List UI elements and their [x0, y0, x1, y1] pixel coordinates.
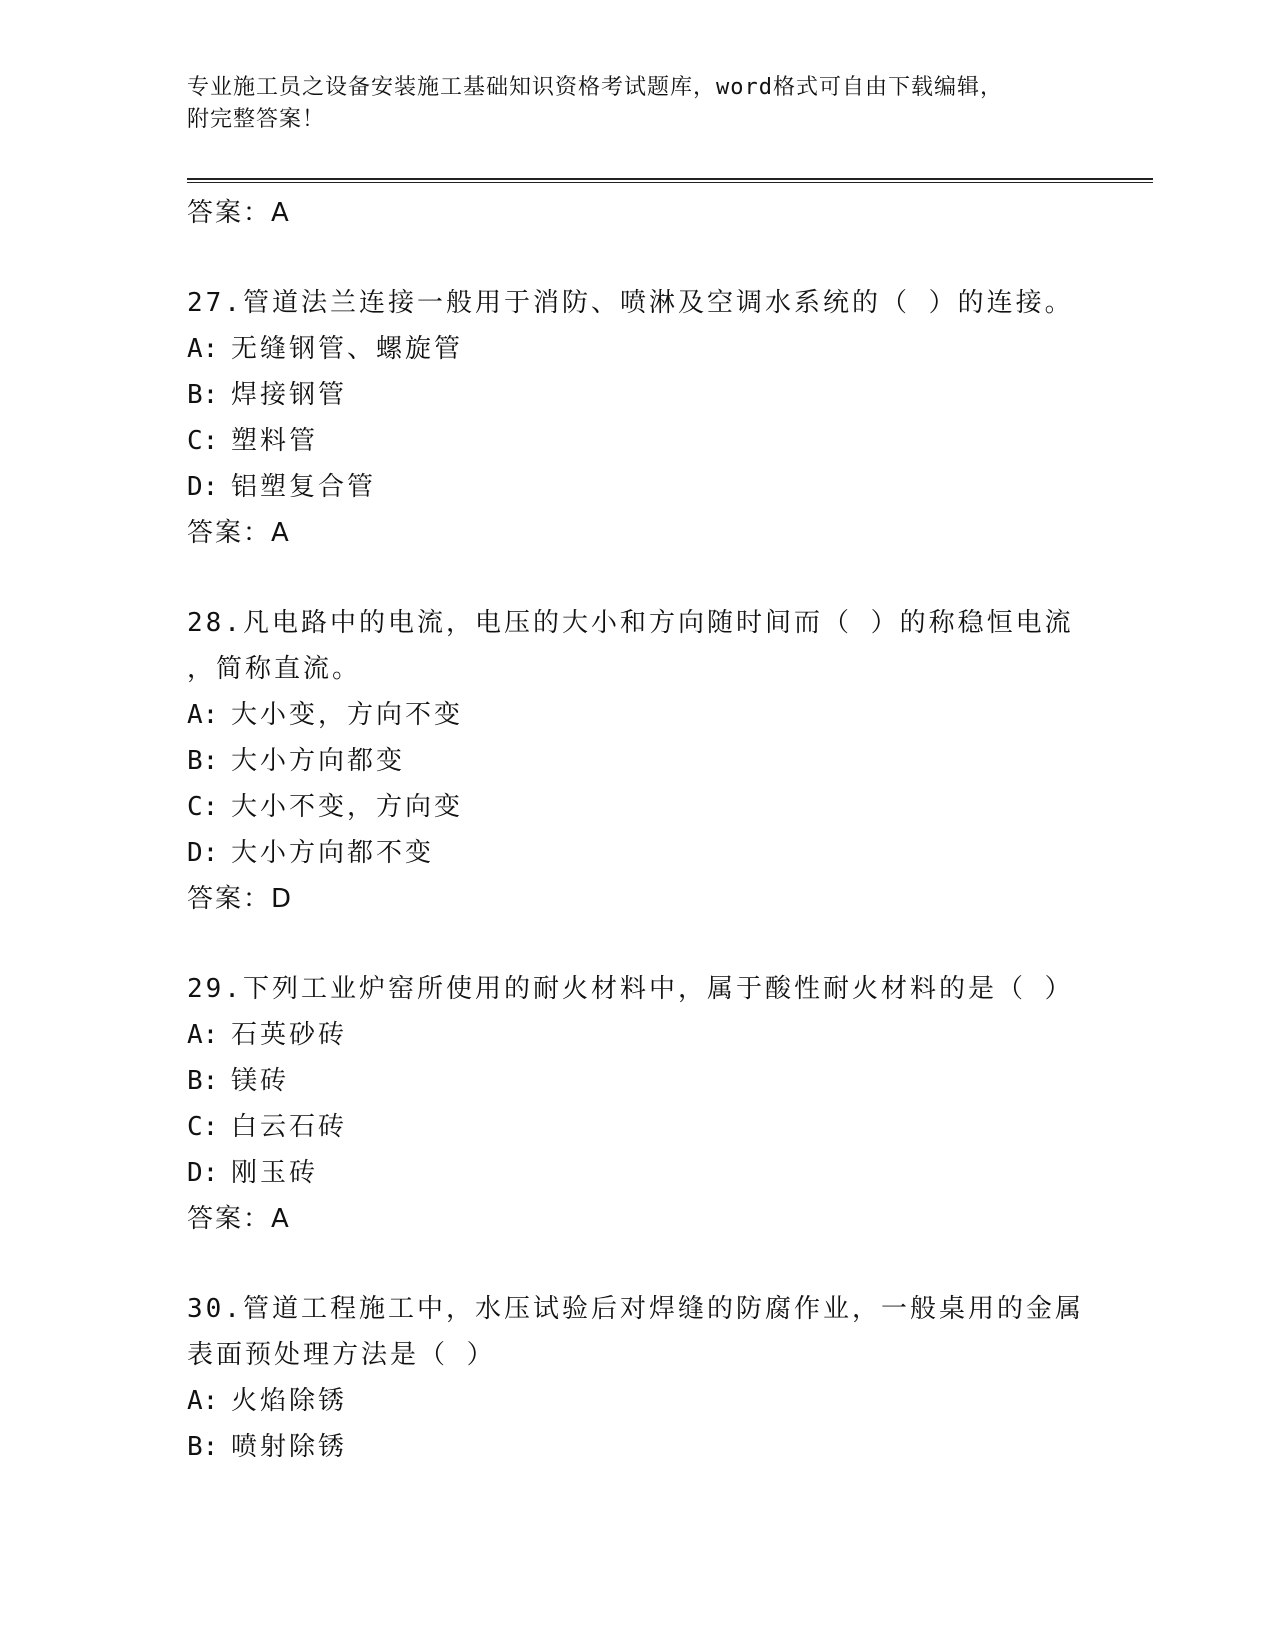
document-header [187, 72, 1153, 136]
answer-value: A [271, 518, 289, 548]
option-text: 镁砖 [231, 1066, 290, 1096]
option-c [187, 1104, 1153, 1150]
answer-label: 答案： [187, 1204, 272, 1234]
option-key: D: [187, 1158, 219, 1188]
option-text: 无缝钢管、螺旋管 [231, 334, 464, 364]
option-key: B: [187, 1066, 219, 1096]
question-text-line-1: 28.凡电路中的电流，电压的大小和方向随时间而（ ）的称稳恒电流 [187, 608, 1074, 638]
option-b [187, 372, 1153, 418]
option-key: A: [187, 700, 219, 730]
header-divider [187, 178, 1153, 183]
option-d [187, 464, 1153, 510]
divider-thin [187, 182, 1153, 183]
option-key: A: [187, 1386, 219, 1416]
answer-label: 答案： [187, 518, 272, 548]
answer-label: 答案： [187, 884, 272, 914]
option-text: 塑料管 [231, 426, 319, 456]
option-a [187, 692, 1153, 738]
option-a [187, 1012, 1153, 1058]
option-key: C: [187, 426, 219, 456]
previous-answer [187, 190, 1153, 236]
option-text: 焊接钢管 [231, 380, 348, 410]
option-text: 石英砂砖 [231, 1020, 348, 1050]
question-30 [187, 1286, 1153, 1470]
option-text: 大小方向都不变 [231, 838, 435, 868]
question-text-line-2: 表面预处理方法是（ ） [187, 1340, 496, 1370]
option-key: C: [187, 1112, 219, 1142]
option-key: A: [187, 1020, 219, 1050]
answer-value: A [271, 198, 289, 228]
option-c [187, 784, 1153, 830]
header-line-1: 专业施工员之设备安装施工基础知识资格考试题库，word格式可自由下载编辑， [187, 75, 1003, 100]
option-key: B: [187, 1432, 219, 1462]
question-27 [187, 280, 1153, 556]
spacer [187, 1242, 1153, 1286]
question-text-line-2: ，简称直流。 [187, 654, 362, 684]
answer [187, 1196, 1153, 1242]
divider-thick [187, 178, 1153, 180]
question-28 [187, 600, 1153, 922]
answer-label: 答案： [187, 198, 272, 228]
spacer [187, 236, 1153, 280]
option-b [187, 1058, 1153, 1104]
question-text-line-1: 30.管道工程施工中，水压试验后对焊缝的防腐作业，一般桌用的金属 [187, 1294, 1084, 1324]
option-text: 大小不变，方向变 [231, 792, 464, 822]
option-text: 白云石砖 [231, 1112, 348, 1142]
answer [187, 876, 1153, 922]
option-text: 铝塑复合管 [231, 472, 377, 502]
option-key: B: [187, 380, 219, 410]
option-key: A: [187, 334, 219, 364]
answer-value: A [271, 1204, 289, 1234]
option-a [187, 1378, 1153, 1424]
answer-value: D [271, 884, 292, 914]
document-body [187, 190, 1153, 1470]
option-b [187, 1424, 1153, 1470]
option-text: 大小方向都变 [231, 746, 406, 776]
option-d [187, 1150, 1153, 1196]
option-text: 刚玉砖 [231, 1158, 319, 1188]
option-text: 大小变，方向不变 [231, 700, 464, 730]
question-text: 29.下列工业炉窑所使用的耐火材料中，属于酸性耐火材料的是（ ） [187, 974, 1074, 1004]
question-text: 27.管道法兰连接一般用于消防、喷淋及空调水系统的（ ）的连接。 [187, 288, 1074, 318]
question-29 [187, 966, 1153, 1242]
option-d [187, 830, 1153, 876]
option-text: 喷射除锈 [231, 1432, 348, 1462]
answer [187, 510, 1153, 556]
option-c [187, 418, 1153, 464]
spacer [187, 556, 1153, 600]
spacer [187, 922, 1153, 966]
option-a [187, 326, 1153, 372]
option-key: B: [187, 746, 219, 776]
option-b [187, 738, 1153, 784]
option-key: D: [187, 838, 219, 868]
option-text: 火焰除锈 [231, 1386, 348, 1416]
header-line-2: 附完整答案！ [187, 107, 326, 132]
option-key: D: [187, 472, 219, 502]
option-key: C: [187, 792, 219, 822]
